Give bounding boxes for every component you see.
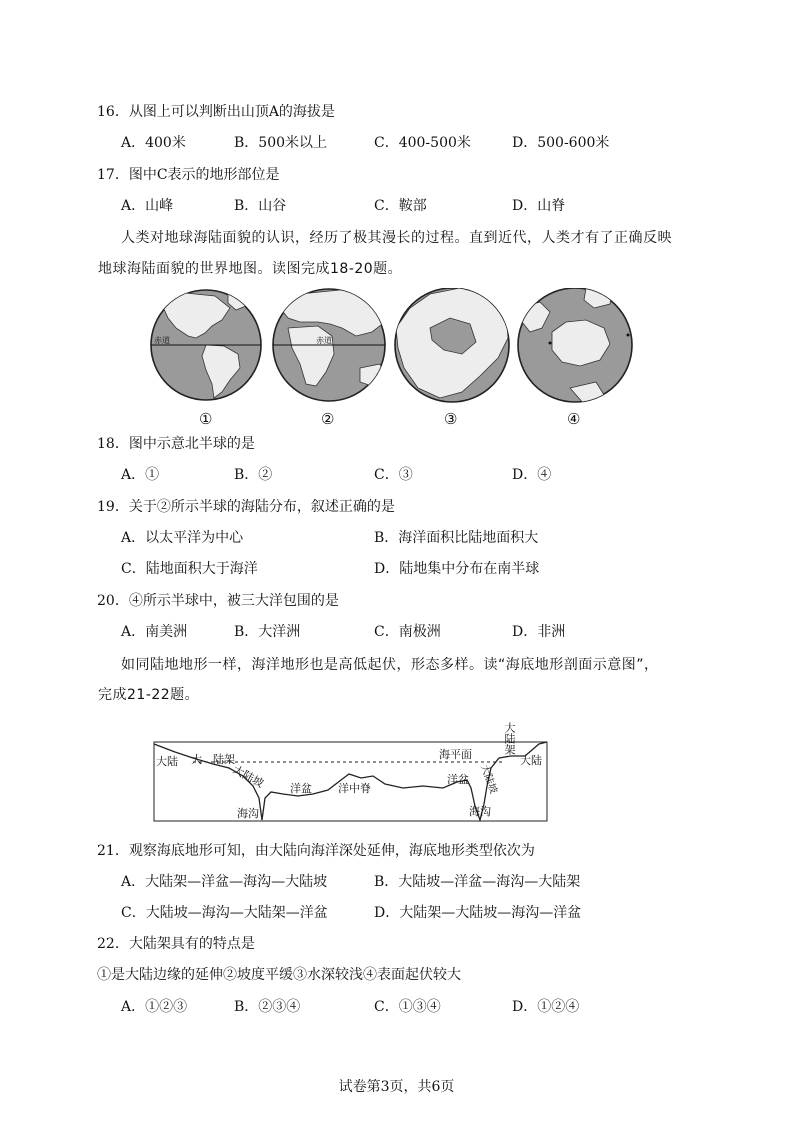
- q22-option-a: A．①②③: [121, 999, 188, 1015]
- q18-option-b: B．②: [234, 467, 273, 483]
- q18-option-a: A．①: [121, 467, 160, 483]
- globe-3-label: ③: [444, 410, 458, 428]
- globe-2-equator-label: 赤道: [316, 336, 332, 345]
- globe-2-label: ②: [321, 410, 335, 428]
- label-trench-right: 海沟: [469, 805, 491, 818]
- q17-option-c: C．鞍部: [374, 198, 427, 214]
- q16-option-a: A．400米: [121, 135, 186, 151]
- q17-stem: 17．图中C表示的地形部位是: [97, 167, 280, 183]
- intro1-line2: 地球海陆面貌的世界地图。读图完成18-20题。: [98, 261, 403, 277]
- hemisphere-globes: [0, 288, 793, 428]
- q18-stem: 18．图中示意北半球的是: [97, 436, 255, 452]
- label-trench-left: 海沟: [237, 807, 259, 820]
- q16-option-d: D．500-600米: [512, 135, 610, 151]
- label-land-right: 大陆: [520, 754, 542, 767]
- q18-option-c: C．③: [374, 467, 413, 483]
- q20-option-b: B．大洋洲: [234, 624, 301, 640]
- label-ridge: 洋中脊: [338, 782, 371, 795]
- q17-option-b: B．山谷: [234, 198, 287, 214]
- q19-option-d: D．陆地集中分布在南半球: [374, 561, 540, 577]
- page-footer: 试卷第3页，共6页: [338, 1079, 455, 1095]
- intro1-line1: 人类对地球海陆面貌的认识，经历了极其漫长的过程。直到近代，人类才有了正确反映: [121, 230, 672, 246]
- globe-4: [518, 288, 632, 404]
- australia-shape: [360, 364, 386, 386]
- q21-option-a: A．大陆架—洋盆—海沟—大陆坡: [121, 874, 328, 890]
- label-basin-right: 洋盆: [447, 773, 469, 786]
- label-slope-right: 大陆坡: [478, 763, 499, 796]
- label-shelf-right: 大陆架: [503, 722, 516, 755]
- globe-2: [273, 289, 390, 401]
- q21-option-c: C．大陆坡—海沟—大陆架—洋盆: [121, 905, 328, 921]
- q17-option-d: D．山脊: [512, 198, 566, 214]
- label-shelf-left: 大 陆架: [191, 753, 235, 766]
- label-sea-level: 海平面: [439, 748, 472, 761]
- q19-option-a: A．以太平洋为中心: [121, 530, 244, 546]
- q21-option-d: D．大陆架—大陆坡—海沟—洋盆: [374, 905, 582, 921]
- label-land-left: 大陆: [156, 755, 178, 768]
- q18-option-d: D．④: [512, 467, 552, 483]
- q20-option-d: D．非洲: [512, 624, 566, 640]
- q20-option-c: C．南极洲: [374, 624, 441, 640]
- label-slope-left: 大陆坡: [230, 763, 266, 791]
- q19-option-b: B．海洋面积比陆地面积大: [374, 530, 539, 546]
- seafloor-profile-diagram: [153, 722, 553, 822]
- q17-option-a: A．山峰: [121, 198, 174, 214]
- globe-1-label: ①: [199, 410, 213, 428]
- q22-option-c: C．①③④: [374, 999, 441, 1015]
- q22-stem: 22．大陆架具有的特点是: [97, 936, 255, 952]
- intro2-line1: 如同陆地地形一样，海洋地形也是高低起伏，形态多样。读“海底地形剖面示意图”，: [121, 657, 659, 673]
- q20-stem: 20．④所示半球中，被三大洋包围的是: [97, 593, 339, 609]
- label-basin-left: 洋盆: [290, 782, 312, 795]
- q22-option-b: B．②③④: [234, 999, 301, 1015]
- q16-stem: 16．从图上可以判断出山顶A的海拔是: [97, 104, 335, 120]
- q19-stem: 19．关于②所示半球的海陆分布，叙述正确的是: [97, 499, 395, 515]
- globe-1-equator-label: 赤道: [154, 336, 170, 345]
- q19-option-c: C．陆地面积大于海洋: [121, 561, 258, 577]
- globe-1: [151, 290, 261, 400]
- q16-option-c: C．400-500米: [374, 135, 471, 151]
- intro2-line2: 完成21-22题。: [98, 687, 200, 703]
- q20-option-a: A．南美洲: [121, 624, 188, 640]
- q22-statements: ①是大陆边缘的延伸②坡度平缓③水深较浅④表面起伏较大: [97, 967, 461, 983]
- q21-stem: 21．观察海底地形可知，由大陆向海洋深处延伸，海底地形类型依次为: [97, 843, 535, 859]
- globe-4-label: ④: [567, 410, 581, 428]
- globe-3: [395, 288, 509, 402]
- q16-option-b: B．500米以上: [234, 135, 328, 151]
- q21-option-b: B．大陆坡—洋盆—海沟—大陆架: [374, 874, 581, 890]
- q22-option-d: D．①②④: [512, 999, 580, 1015]
